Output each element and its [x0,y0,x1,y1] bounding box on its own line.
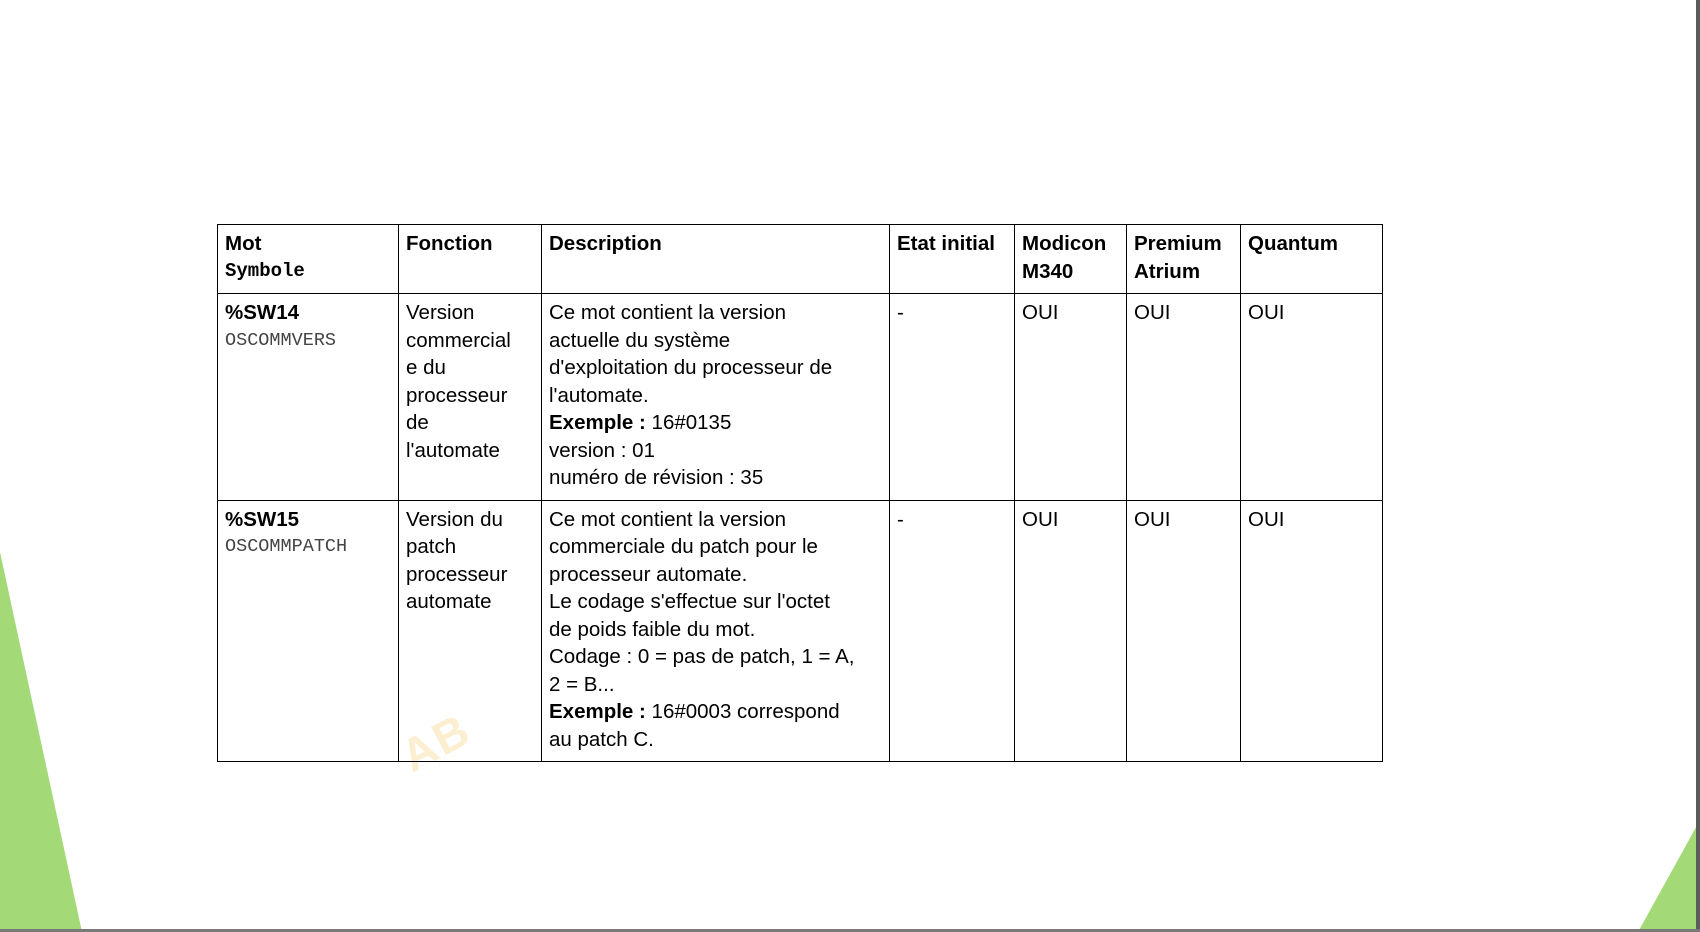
example-label: Exemple : [549,700,646,723]
system-words-table [217,224,1383,762]
cell-premium: OUI [1127,500,1241,762]
example-label: Exemple : [549,411,646,434]
cell-fonction: Version commercial e du processeur de l'automate [399,294,542,501]
cell-mot [218,500,399,762]
header-mot [218,225,399,294]
header-quantum: Quantum [1241,225,1383,294]
word-address: %SW15 [225,507,300,531]
watermark: AB [392,702,480,782]
table-row [218,294,1383,501]
cell-modicon: OUI [1015,294,1127,501]
green-triangle-left [0,552,82,932]
cell-quantum: OUI [1241,500,1383,762]
table-header-row [218,225,1383,294]
cell-mot [218,294,399,501]
cell-modicon: OUI [1015,500,1127,762]
word-address: %SW14 [225,301,300,324]
cell-etat-initial: - [890,500,1015,762]
word-symbol: OSCOMMPATCH [225,536,348,557]
header-modicon: Modicon M340 [1015,225,1127,294]
header-mot-label: Mot [225,232,262,255]
example-line [549,409,882,437]
cell-fonction: Version du patch processeur automate [399,500,542,762]
example-value: 16#0003 correspond [645,700,840,723]
word-symbol: OSCOMMVERS [225,329,337,351]
cell-etat-initial: - [890,294,1015,501]
example-line [549,698,882,726]
header-symbole-label: Symbole [225,259,305,282]
cell-description: Ce mot contient la version actuelle du système d'exploitation du processeur de l'automate. Exemple : 16#0135 version : 01 numéro de révision : 35 [542,294,890,501]
cell-premium: OUI [1127,294,1241,501]
cell-quantum: OUI [1241,294,1383,501]
header-fonction: Fonction [399,225,542,294]
green-triangle-right [1638,820,1700,932]
example-value: 16#0135 [645,411,732,434]
header-etat-initial: Etat initial [890,225,1015,294]
table-row [218,500,1383,762]
header-premium: Premium Atrium [1127,225,1241,294]
header-description: Description [542,225,890,294]
slide-right-border [1696,0,1700,932]
cell-description: Ce mot contient la version commerciale du patch pour le processeur automate. Le codage s'effectue sur l'octet de poids faible du mot. Codage : 0 = pas de patch, 1 = A, 2 = B... Exemple : 16#0003 correspond au patch C. [542,500,890,762]
